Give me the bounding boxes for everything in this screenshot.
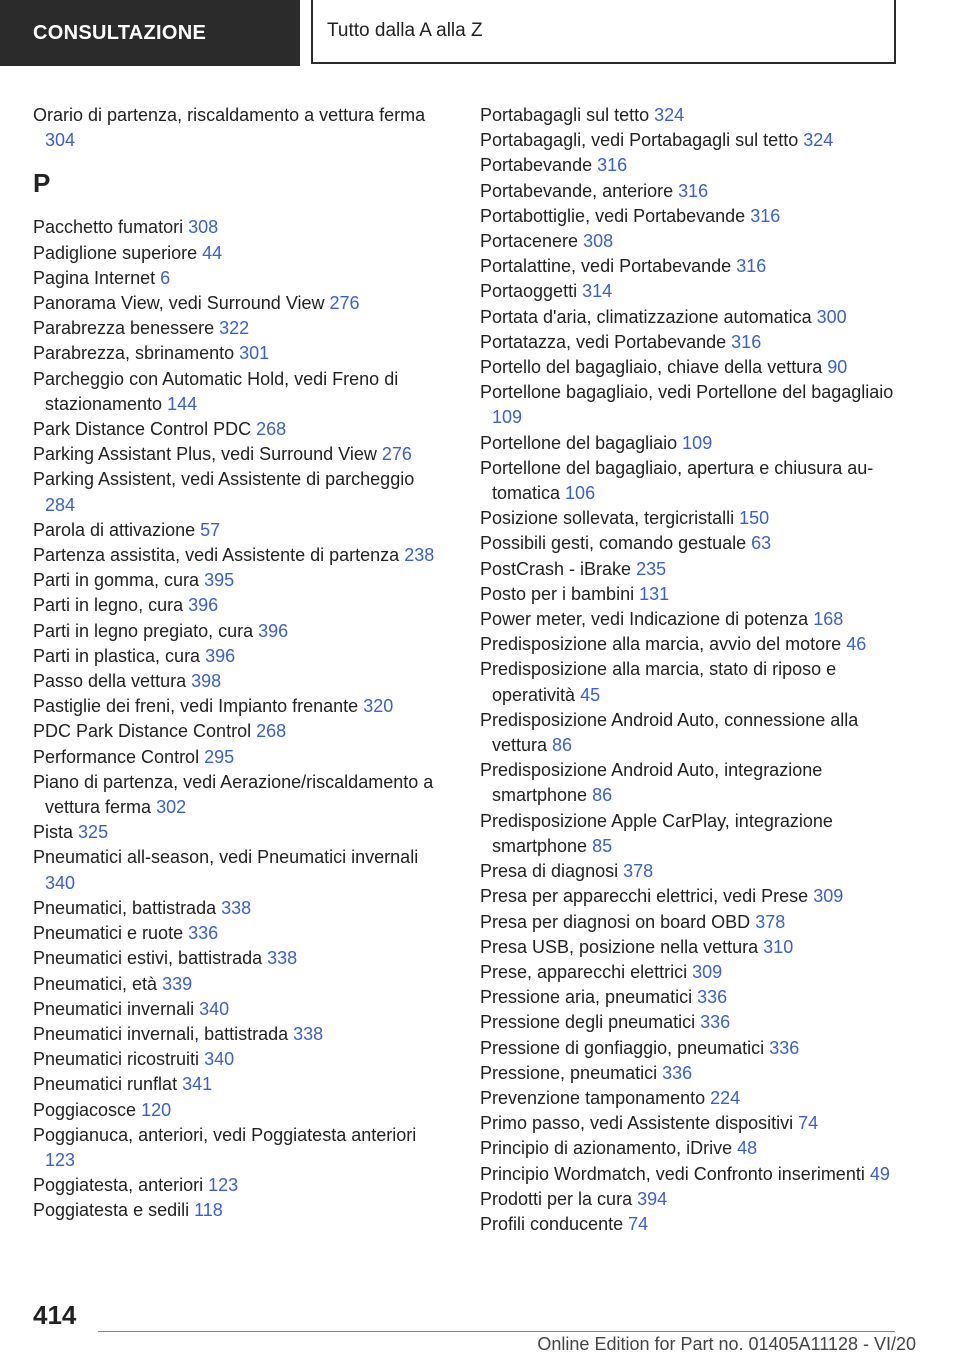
entry-text: Portacenere xyxy=(480,231,579,252)
entry-text: Pressione degli pneumatici xyxy=(480,1012,696,1033)
index-entry xyxy=(480,531,910,556)
page-reference-link[interactable]: 341 xyxy=(182,1074,213,1095)
entry-text: Portaoggetti xyxy=(480,281,578,302)
index-column-left xyxy=(33,103,443,1224)
index-entry xyxy=(480,456,910,506)
entry-text: Piano di partenza, vedi Aerazione/riscaldamento a vettura ferma xyxy=(33,771,434,818)
index-entries xyxy=(480,103,910,1237)
index-entry xyxy=(33,946,443,971)
page-reference-link[interactable]: 394 xyxy=(637,1188,668,1209)
page-reference-link[interactable]: 378 xyxy=(755,911,786,932)
page-reference-link[interactable]: 235 xyxy=(636,558,667,579)
index-entry xyxy=(33,103,443,153)
page-reference-link[interactable]: 48 xyxy=(737,1138,758,1159)
entry-text: Pagina Internet xyxy=(33,267,156,288)
index-entry xyxy=(480,935,910,960)
index-entry xyxy=(33,417,443,442)
page-reference-link[interactable]: 324 xyxy=(654,105,685,125)
entry-text: Parabrezza, sbrinamento xyxy=(33,343,235,364)
index-entry xyxy=(33,543,443,568)
page-reference-link[interactable]: 44 xyxy=(202,242,223,263)
index-entry xyxy=(480,179,910,204)
page-reference-link[interactable]: 378 xyxy=(623,861,654,882)
page-reference-link[interactable]: 123 xyxy=(45,1149,76,1170)
page-reference-link[interactable]: 336 xyxy=(697,987,728,1008)
index-entry xyxy=(33,997,443,1022)
index-entry xyxy=(480,305,910,330)
page-reference-link[interactable]: 268 xyxy=(256,721,287,742)
entry-text: Poggiatesta e sedili xyxy=(33,1200,190,1221)
entry-text: Power meter, vedi Indicazione di potenza xyxy=(480,609,809,630)
index-entry xyxy=(480,960,910,985)
index-entry xyxy=(480,229,910,254)
page-reference-link[interactable]: 45 xyxy=(580,684,601,705)
page-reference-link[interactable]: 224 xyxy=(710,1087,741,1108)
index-entry xyxy=(480,1212,910,1237)
index-entry xyxy=(33,215,443,240)
entry-text: Pneumatici runflat xyxy=(33,1074,178,1095)
index-entry xyxy=(480,103,910,128)
page-header xyxy=(0,0,960,66)
index-entry xyxy=(480,1162,910,1187)
entry-text: Pneumatici invernali, battistrada xyxy=(33,1023,289,1044)
index-entry xyxy=(33,694,443,719)
index-entry xyxy=(33,316,443,341)
page-reference-link[interactable]: 86 xyxy=(552,735,573,756)
entry-text: Park Distance Control PDC xyxy=(33,419,252,440)
index-entry xyxy=(33,669,443,694)
entry-text: Pneumatici, battistrada xyxy=(33,897,217,918)
page-reference-link[interactable]: 304 xyxy=(45,130,76,151)
page-reference-link[interactable]: 49 xyxy=(869,1163,890,1184)
entry-text: Portabagagli sul tetto xyxy=(480,105,650,125)
index-entry xyxy=(480,1061,910,1086)
page-reference-link[interactable]: 316 xyxy=(597,155,628,176)
entry-text: Pneumatici all-season, vedi Pneumatici invernali xyxy=(33,847,419,868)
edition-note: Online Edition for Part no. 01405A11128 - VI/20 xyxy=(537,1334,916,1354)
index-entry xyxy=(33,896,443,921)
page-reference-link[interactable]: 238 xyxy=(404,545,435,566)
entry-text: Parabrezza benessere xyxy=(33,318,215,339)
index-entry xyxy=(33,1198,443,1223)
index-entry xyxy=(33,845,443,895)
entry-text: Posizione sollevata, tergicristalli xyxy=(480,508,735,529)
index-entry xyxy=(480,1086,910,1111)
index-entry xyxy=(33,593,443,618)
page-reference-link[interactable]: 6 xyxy=(160,267,171,288)
entry-text: Pneumatici invernali xyxy=(33,998,195,1019)
entry-text: Predisposizione alla marcia, stato di riposo e operatività xyxy=(480,659,837,705)
index-entry xyxy=(480,431,910,456)
entry-text: Prese, apparecchi elettrici xyxy=(480,961,688,982)
page-reference-link[interactable]: 322 xyxy=(219,318,250,339)
index-entry xyxy=(480,1187,910,1212)
entry-text: Predisposizione alla marcia, avvio del motore xyxy=(480,634,842,655)
index-entry xyxy=(480,1111,910,1136)
page-reference-link[interactable]: 74 xyxy=(628,1213,649,1234)
footer-divider xyxy=(98,1331,895,1332)
entry-text: Padiglione superiore xyxy=(33,242,198,263)
page-reference-link[interactable]: 276 xyxy=(329,293,360,314)
index-entry xyxy=(480,884,910,909)
index-entry xyxy=(480,607,910,632)
index-entry xyxy=(33,972,443,997)
entry-text: Passo della vettura xyxy=(33,671,187,692)
page-reference-link[interactable]: 86 xyxy=(592,785,613,806)
entry-text: Presa per diagnosi on board OBD xyxy=(480,911,751,932)
page-reference-link[interactable]: 316 xyxy=(750,205,781,226)
page-reference-link[interactable]: 268 xyxy=(256,419,287,440)
entry-text: Parking Assistent, vedi Assistente di parcheggio xyxy=(33,469,415,490)
chapter-title: Tutto dalla A alla Z xyxy=(311,0,896,64)
index-entry xyxy=(33,1123,443,1173)
entry-text: Portello del bagagliaio, chiave della vettura xyxy=(480,357,823,378)
index-entries xyxy=(33,215,443,1223)
page-reference-link[interactable]: 109 xyxy=(682,432,713,453)
page-reference-link[interactable]: 57 xyxy=(200,519,221,540)
page-reference-link[interactable]: 336 xyxy=(700,1012,731,1033)
entry-text: Panorama View, vedi Surround View xyxy=(33,293,325,314)
index-entry xyxy=(33,644,443,669)
section-tab: CONSULTAZIONE xyxy=(0,0,300,66)
entry-text: Portabottiglie, vedi Portabevande xyxy=(480,205,746,226)
index-entry xyxy=(33,341,443,366)
index-entry xyxy=(33,1098,443,1123)
index-entry xyxy=(480,708,910,758)
entry-text: Portalattine, vedi Portabevande xyxy=(480,256,732,277)
page-reference-link[interactable]: 144 xyxy=(167,393,198,414)
entry-text: Primo passo, vedi Assistente dispositivi xyxy=(480,1113,794,1134)
entry-text: Pressione di gonfiaggio, pneumatici xyxy=(480,1037,765,1058)
page-reference-link[interactable]: 339 xyxy=(162,973,193,994)
page-reference-link[interactable]: 316 xyxy=(736,256,767,277)
index-entry xyxy=(480,355,910,380)
entry-text: Predisposizione Android Auto, connessione alla vettura xyxy=(480,709,859,756)
entry-text: Pneumatici estivi, battistrada xyxy=(33,948,263,969)
page-reference-link[interactable]: 398 xyxy=(191,671,222,692)
page-reference-link[interactable]: 316 xyxy=(678,180,709,201)
entry-text: Presa per apparecchi elettrici, vedi Prese xyxy=(480,886,809,907)
entry-text: Pneumatici e ruote xyxy=(33,923,184,944)
entry-text: Pneumatici ricostruiti xyxy=(33,1049,200,1070)
index-entry xyxy=(33,1047,443,1072)
index-entry xyxy=(33,568,443,593)
index-entry xyxy=(33,770,443,820)
page-reference-link[interactable]: 396 xyxy=(258,620,289,641)
index-entry xyxy=(480,279,910,304)
index-entry xyxy=(480,582,910,607)
entry-text: Portabevande, anteriore xyxy=(480,180,674,201)
page-reference-link[interactable]: 109 xyxy=(492,407,523,428)
index-entry xyxy=(33,921,443,946)
entry-text: Parking Assistant Plus, vedi Surround View xyxy=(33,444,377,465)
index-entry xyxy=(480,128,910,153)
page-reference-link[interactable]: 300 xyxy=(816,306,847,327)
page-reference-link[interactable]: 325 xyxy=(78,822,109,843)
entry-text: Parti in plastica, cura xyxy=(33,645,201,666)
entry-text: Principio Wordmatch, vedi Confronto inserimenti xyxy=(480,1163,865,1184)
entry-text: Parcheggio con Automatic Hold, vedi Freno di stazionamento xyxy=(33,368,399,414)
entry-text: PDC Park Distance Control xyxy=(33,721,252,742)
entry-text: Pressione aria, pneumatici xyxy=(480,987,693,1008)
page-reference-link[interactable]: 168 xyxy=(813,609,844,630)
page-reference-link[interactable]: 338 xyxy=(221,897,252,918)
entry-text: Portabagagli, vedi Portabagagli sul tetto xyxy=(480,130,799,151)
page-number: 414 xyxy=(33,1300,77,1330)
index-entry xyxy=(33,266,443,291)
page-reference-link[interactable]: 340 xyxy=(45,872,76,893)
page-reference-link[interactable]: 316 xyxy=(731,331,762,352)
entry-text: PostCrash - iBrake xyxy=(480,558,632,579)
entry-text: Partenza assistita, vedi Assistente di partenza xyxy=(33,545,400,566)
page-reference-link[interactable]: 336 xyxy=(188,923,219,944)
entry-text: Predisposizione Android Auto, integrazione smartphone xyxy=(480,760,823,806)
index-entry xyxy=(480,859,910,884)
entry-text: Parti in gomma, cura xyxy=(33,570,200,591)
index-entry xyxy=(33,1072,443,1097)
index-entry xyxy=(480,330,910,355)
index-entry xyxy=(480,506,910,531)
index-entry xyxy=(480,204,910,229)
index-entry xyxy=(33,518,443,543)
index-entry xyxy=(33,467,443,517)
index-entry xyxy=(480,1136,910,1161)
entry-text: Pacchetto fumatori xyxy=(33,217,184,238)
index-entry xyxy=(33,820,443,845)
entry-text: Poggiatesta, anteriori xyxy=(33,1175,204,1196)
page-reference-link[interactable]: 301 xyxy=(239,343,270,364)
index-entry xyxy=(33,1022,443,1047)
page-reference-link[interactable]: 320 xyxy=(363,696,394,717)
page-reference-link[interactable]: 336 xyxy=(662,1062,693,1083)
index-entry xyxy=(33,241,443,266)
page-reference-link[interactable]: 336 xyxy=(769,1037,800,1058)
entry-text: Profili conducente xyxy=(480,1213,624,1234)
page-reference-link[interactable]: 106 xyxy=(565,483,596,504)
entry-text: Possibili gesti, comando gestuale xyxy=(480,533,747,554)
entry-text: Portatazza, vedi Portabevande xyxy=(480,331,727,352)
entry-text: Predisposizione Apple CarPlay, integrazione smartphone xyxy=(480,810,833,856)
page-reference-link[interactable]: 310 xyxy=(763,936,794,957)
entry-text: Prevenzione tamponamento xyxy=(480,1087,706,1108)
index-entry xyxy=(33,745,443,770)
index-entry xyxy=(480,153,910,178)
entry-text: Portellone del bagagliaio xyxy=(480,432,678,453)
page-reference-link[interactable]: 74 xyxy=(798,1113,819,1134)
page-reference-link[interactable]: 120 xyxy=(141,1099,172,1120)
entry-text: Pastiglie dei freni, vedi Impianto frenante xyxy=(33,696,359,717)
page-reference-link[interactable]: 150 xyxy=(739,508,770,529)
entry-text: Pneumatici, età xyxy=(33,973,158,994)
index-entry xyxy=(480,809,910,859)
index-entry xyxy=(33,442,443,467)
page-reference-link[interactable]: 63 xyxy=(751,533,772,554)
entry-text: Parti in legno pregiato, cura xyxy=(33,620,254,641)
page-reference-link[interactable]: 276 xyxy=(381,444,412,465)
index-entry xyxy=(480,557,910,582)
index-entry xyxy=(33,619,443,644)
entry-text: Poggiacosce xyxy=(33,1099,137,1120)
page-reference-link[interactable]: 46 xyxy=(846,634,867,655)
entry-text: Parti in legno, cura xyxy=(33,595,184,616)
index-entry xyxy=(33,719,443,744)
page-reference-link[interactable]: 324 xyxy=(803,130,834,151)
entry-text: Parola di attivazione xyxy=(33,519,196,540)
page-reference-link[interactable]: 340 xyxy=(199,998,230,1019)
page-reference-link[interactable]: 314 xyxy=(582,281,613,302)
entry-text: Performance Control xyxy=(33,746,200,767)
index-entry xyxy=(480,1036,910,1061)
page-reference-link[interactable]: 309 xyxy=(692,961,723,982)
entry-text: Pista xyxy=(33,822,74,843)
index-entry xyxy=(33,1173,443,1198)
page-reference-link[interactable]: 118 xyxy=(194,1200,223,1221)
entry-text: Principio di azionamento, iDrive xyxy=(480,1138,733,1159)
entry-text: Portata d'aria, climatizzazione automatica xyxy=(480,306,812,327)
index-entries-continued xyxy=(33,103,443,153)
entry-text: Portellone bagagliaio, vedi Portellone del bagagliaio xyxy=(480,382,894,403)
entry-text: Pressione, pneumatici xyxy=(480,1062,658,1083)
index-entry xyxy=(33,367,443,417)
index-entry xyxy=(480,910,910,935)
entry-text: Portellone del bagagliaio, apertura e chiusura automatica xyxy=(480,457,874,504)
index-letter-heading: P xyxy=(33,168,51,199)
page-reference-link[interactable]: 395 xyxy=(204,570,235,591)
index-entry xyxy=(480,758,910,808)
index-entry xyxy=(480,380,910,430)
page-reference-link[interactable]: 340 xyxy=(204,1049,235,1070)
page-reference-link[interactable]: 309 xyxy=(813,886,844,907)
page-reference-link[interactable]: 131 xyxy=(639,583,670,604)
entry-text: Presa USB, posizione nella vettura xyxy=(480,936,759,957)
page-reference-link[interactable]: 308 xyxy=(188,217,219,238)
entry-text: Orario di partenza, riscaldamento a vettura ferma xyxy=(33,105,426,125)
entry-text: Posto per i bambini xyxy=(480,583,635,604)
page-reference-link[interactable]: 396 xyxy=(205,645,236,666)
index-entry xyxy=(480,632,910,657)
index-entry xyxy=(480,985,910,1010)
page-reference-link[interactable]: 308 xyxy=(583,231,614,252)
page-reference-link[interactable]: 295 xyxy=(204,746,235,767)
index-entry xyxy=(33,291,443,316)
entry-text: Presa di diagnosi xyxy=(480,861,619,882)
entry-text: Portabevande xyxy=(480,155,593,176)
entry-text: Prodotti per la cura xyxy=(480,1188,633,1209)
page-reference-link[interactable]: 338 xyxy=(267,948,298,969)
page-reference-link[interactable]: 90 xyxy=(827,357,848,378)
page-reference-link[interactable]: 85 xyxy=(592,835,613,856)
page-reference-link[interactable]: 302 xyxy=(156,797,187,818)
page-reference-link[interactable]: 123 xyxy=(208,1175,239,1196)
index-column-right xyxy=(480,103,910,1237)
page-reference-link[interactable]: 284 xyxy=(45,494,76,515)
page-reference-link[interactable]: 396 xyxy=(188,595,219,616)
page-reference-link[interactable]: 338 xyxy=(293,1023,324,1044)
index-entry xyxy=(480,254,910,279)
entry-text: Poggianuca, anteriori, vedi Poggiatesta anteriori xyxy=(33,1124,417,1145)
index-entry xyxy=(480,1010,910,1035)
index-entry xyxy=(480,657,910,707)
